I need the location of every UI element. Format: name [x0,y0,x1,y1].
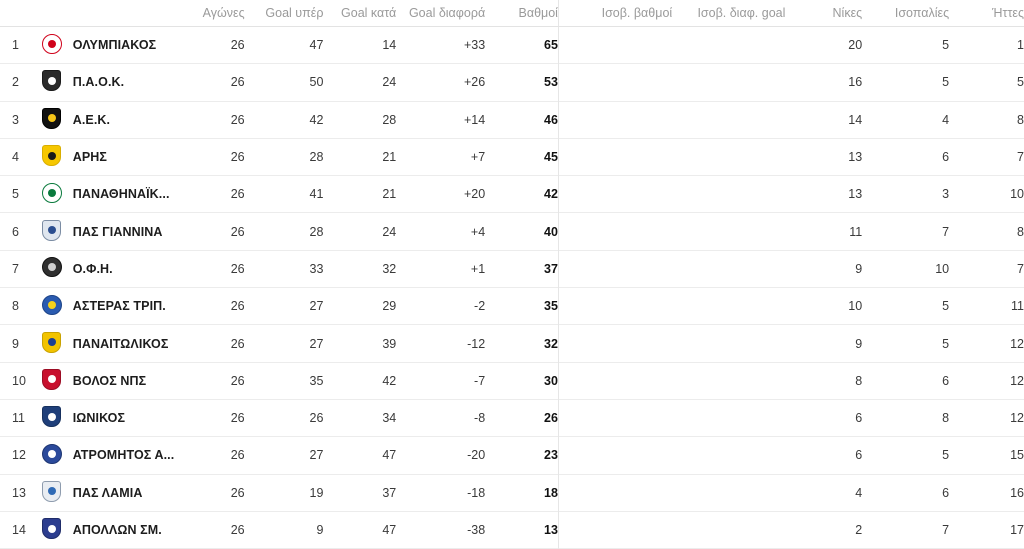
losses: 8 [1017,112,1024,127]
goal-difference: -38 [467,523,486,537]
table-row[interactable] [0,511,1024,548]
crest-inner-mark [48,152,56,160]
table-row[interactable] [0,437,1024,474]
tie-goal-difference [672,64,785,101]
matches-played: 26 [230,336,245,351]
losses: 12 [1010,411,1024,426]
header-team [69,0,182,27]
goal-difference: +14 [463,112,486,127]
crest-inner-mark [48,338,56,346]
row-rank: 11 [12,411,25,426]
crest-inner-mark [48,226,56,234]
points: 40 [485,213,558,250]
points: 65 [485,27,558,64]
matches-played: 26 [230,150,245,165]
points: 18 [485,474,558,511]
wins: 16 [848,75,863,90]
team-crest [34,250,68,287]
header-tie-points[interactable]: Ισοβ. βαθμοί [558,0,672,27]
crest-inner-mark [48,487,56,495]
crest-icon [42,332,61,353]
table-row[interactable] [0,250,1024,287]
goal-difference: -12 [467,336,486,351]
draws: 7 [942,523,950,537]
wins: 9 [855,261,863,276]
team-name[interactable]: ΑΣΤΕΡΑΣ ΤΡΙΠ. [72,299,166,314]
points: 30 [485,362,558,399]
points: 46 [485,101,558,138]
matches-played: 26 [230,299,245,314]
wins: 6 [855,411,863,426]
table-row[interactable] [0,64,1024,101]
tie-goal-difference [672,325,785,362]
crest-inner-mark [48,301,56,309]
losses: 16 [1010,485,1024,500]
row-rank: 12 [12,448,26,463]
table-row[interactable] [0,138,1024,175]
team-name[interactable]: ΠΑΝΑΘΗΝΑΪΚ... [72,187,170,202]
team-crest [34,511,68,548]
tie-goal-difference [672,288,785,325]
matches-played: 26 [230,373,245,388]
wins: 14 [848,112,863,127]
crest-inner-mark [48,189,56,197]
crest-inner-mark [48,114,56,122]
header-rank [0,0,34,27]
team-name[interactable]: ΠΑΝΑΙΤΩΛΙΚΟΣ [72,336,169,351]
team-crest [34,399,68,436]
wins: 10 [848,299,863,314]
tie-goal-difference [672,399,785,436]
table-row[interactable] [0,101,1024,138]
tie-goal-difference [672,474,785,511]
team-name[interactable]: ΑΡΗΣ [72,150,108,165]
wins: 4 [855,485,863,500]
goal-difference: +1 [470,261,486,276]
wins: 13 [848,150,863,165]
team-crest [34,362,68,399]
wins: 6 [855,448,863,463]
table-row[interactable] [0,325,1024,362]
goal-difference: +7 [470,150,486,165]
row-rank: 8 [12,299,19,314]
team-crest [34,27,68,64]
crest-inner-mark [48,40,56,48]
header-crest [34,0,68,27]
goals-for: 35 [309,373,324,388]
losses: 15 [1010,448,1024,463]
goals-for: 27 [309,336,324,351]
team-crest [34,101,68,138]
goal-difference: -8 [474,411,486,426]
goals-for: 47 [309,38,324,53]
table-row[interactable] [0,213,1024,250]
tie-points [558,362,672,399]
crest-icon [42,70,61,91]
points: 23 [485,437,558,474]
team-crest [34,213,68,250]
team-name[interactable]: Α.Ε.Κ. [72,112,111,127]
crest-icon [42,108,61,129]
draws: 6 [942,485,950,500]
losses: 1 [1017,38,1024,53]
table-body [0,27,1024,549]
wins: 20 [848,38,863,53]
goals-against: 21 [382,150,397,165]
draws: 5 [942,448,950,463]
losses: 17 [1010,523,1024,537]
matches-played: 26 [230,523,245,537]
goal-difference: +4 [470,224,486,239]
goal-difference: +33 [463,38,486,53]
tie-points [558,213,672,250]
team-name[interactable]: ΠΑΣ ΛΑΜΙΑ [72,485,143,500]
table-row[interactable] [0,362,1024,399]
table-row[interactable] [0,27,1024,64]
team-crest [34,288,68,325]
wins: 13 [848,187,863,202]
team-name[interactable]: ΙΩΝΙΚΟΣ [72,411,126,426]
points: 37 [485,250,558,287]
goals-for: 28 [309,150,324,165]
crest-icon [42,183,62,203]
tie-goal-difference [672,27,785,64]
points: 32 [485,325,558,362]
losses: 10 [1010,187,1024,202]
goal-difference: -18 [467,485,486,500]
team-crest [34,64,68,101]
header-losses[interactable]: Ήττες [949,0,1024,27]
goal-difference: -2 [474,299,486,314]
header-tie-goal-diff[interactable]: Ισοβ. διαφ. goal [672,0,785,27]
goals-against: 34 [382,411,397,426]
wins: 8 [855,373,863,388]
points: 35 [485,288,558,325]
table-row[interactable] [0,474,1024,511]
crest-inner-mark [48,263,56,271]
goals-against: 47 [382,523,397,537]
goals-for: 19 [309,485,324,500]
crest-icon [42,481,61,502]
points: 53 [485,64,558,101]
team-name[interactable]: ΑΠΟΛΛΩΝ ΣΜ. [72,523,162,537]
tie-points [558,474,672,511]
goal-difference: -7 [474,373,486,388]
header-goals-against[interactable]: Goal κατά [323,0,396,27]
goals-against: 14 [382,38,397,53]
tie-points [558,64,672,101]
tie-goal-difference [672,511,785,548]
table-row[interactable] [0,288,1024,325]
team-crest [34,176,68,213]
draws: 5 [942,336,950,351]
goals-for: 27 [309,299,324,314]
draws: 8 [942,411,950,426]
header-points[interactable]: Βαθμοί [485,0,558,27]
crest-icon [42,145,61,166]
row-rank: 13 [12,485,26,500]
tie-points [558,101,672,138]
team-crest [34,138,68,175]
crest-icon [42,220,61,241]
table-row[interactable] [0,399,1024,436]
row-rank: 5 [12,187,19,202]
crest-inner-mark [48,413,56,421]
goals-for: 42 [309,112,324,127]
draws: 6 [942,150,950,165]
draws: 5 [942,38,950,53]
tie-points [558,27,672,64]
crest-inner-mark [48,450,56,458]
losses: 8 [1017,224,1024,239]
header-draws[interactable]: Ισοπαλίες [862,0,949,27]
team-crest [34,437,68,474]
goal-difference: -20 [467,448,486,463]
row-rank: 1 [12,38,19,53]
losses: 7 [1017,261,1024,276]
table-header [0,0,1024,27]
tie-goal-difference [672,213,785,250]
goals-against: 32 [382,261,397,276]
tie-goal-difference [672,176,785,213]
tie-goal-difference [672,101,785,138]
wins: 11 [849,224,863,239]
tie-goal-difference [672,437,785,474]
team-name[interactable]: ΟΛΥΜΠΙΑΚΟΣ [72,38,157,53]
draws: 6 [942,373,950,388]
team-crest [34,325,68,362]
goals-for: 33 [309,261,324,276]
goal-difference: +26 [463,75,486,90]
tie-points [558,176,672,213]
team-name[interactable]: ΒΟΛΟΣ ΝΠΣ [72,373,147,388]
goals-against: 29 [382,299,397,314]
goals-against: 42 [382,373,397,388]
goals-against: 28 [382,112,397,127]
tie-points [558,250,672,287]
team-name[interactable]: ΠΑΣ ΓΙΑΝΝΙΝΑ [72,224,163,239]
crest-icon [42,369,61,390]
tie-points [558,325,672,362]
draws: 3 [942,187,950,202]
crest-icon [42,257,62,277]
goals-against: 24 [382,75,397,90]
losses: 12 [1010,373,1024,388]
goals-against: 24 [382,224,397,239]
tie-goal-difference [672,362,785,399]
crest-inner-mark [48,77,56,85]
wins: 9 [855,336,863,351]
tie-points [558,399,672,436]
team-crest [34,474,68,511]
matches-played: 26 [230,112,245,127]
row-rank: 2 [12,75,19,90]
row-rank: 7 [12,261,19,276]
tie-points [558,138,672,175]
goals-for: 41 [309,187,324,202]
goal-difference: +20 [463,187,486,202]
crest-inner-mark [48,525,56,533]
header-goal-diff[interactable]: Goal διαφορά [396,0,485,27]
crest-icon [42,518,61,539]
points: 13 [485,511,558,548]
goals-against: 21 [382,187,397,202]
row-rank: 10 [12,373,26,388]
draws: 4 [942,112,950,127]
losses: 7 [1017,150,1024,165]
draws: 7 [942,224,950,239]
goals-for: 27 [309,448,324,463]
matches-played: 26 [230,38,245,53]
matches-played: 26 [230,75,245,90]
draws: 10 [935,261,950,276]
goals-against: 47 [382,448,397,463]
row-rank: 6 [12,224,19,239]
goals-for: 28 [309,224,324,239]
tie-points [558,288,672,325]
team-name[interactable]: Π.Α.Ο.Κ. [72,75,125,90]
header-goals-for[interactable]: Goal υπέρ [245,0,324,27]
draws: 5 [942,299,950,314]
points: 45 [485,138,558,175]
losses: 11 [1011,299,1024,314]
tie-goal-difference [672,250,785,287]
crest-icon [42,444,62,464]
goals-for: 9 [316,523,324,537]
points: 42 [485,176,558,213]
matches-played: 26 [230,448,245,463]
wins: 2 [855,523,863,537]
points: 26 [485,399,558,436]
team-name[interactable]: ΑΤΡΟΜΗΤΟΣ Α... [72,448,175,463]
crest-icon [42,295,62,315]
losses: 5 [1017,75,1024,90]
header-played[interactable]: Αγώνες [182,0,245,27]
row-rank: 4 [12,150,19,165]
row-rank: 9 [12,336,19,351]
crest-icon [42,406,61,427]
goals-against: 37 [382,485,397,500]
crest-icon [42,34,62,54]
table-row[interactable] [0,176,1024,213]
matches-played: 26 [230,224,245,239]
header-wins[interactable]: Νίκες [785,0,862,27]
goals-for: 26 [309,411,324,426]
matches-played: 26 [230,187,245,202]
goals-for: 50 [309,75,324,90]
tie-points [558,437,672,474]
row-rank: 14 [12,523,26,537]
tie-points [558,511,672,548]
goals-against: 39 [382,336,397,351]
losses: 12 [1010,336,1024,351]
tie-goal-difference [672,138,785,175]
matches-played: 26 [230,411,245,426]
crest-inner-mark [48,375,56,383]
matches-played: 26 [230,261,245,276]
team-name[interactable]: Ο.Φ.Η. [72,261,113,276]
draws: 5 [942,75,950,90]
row-rank: 3 [12,112,19,127]
matches-played: 26 [230,485,245,500]
header-row [0,0,1024,27]
